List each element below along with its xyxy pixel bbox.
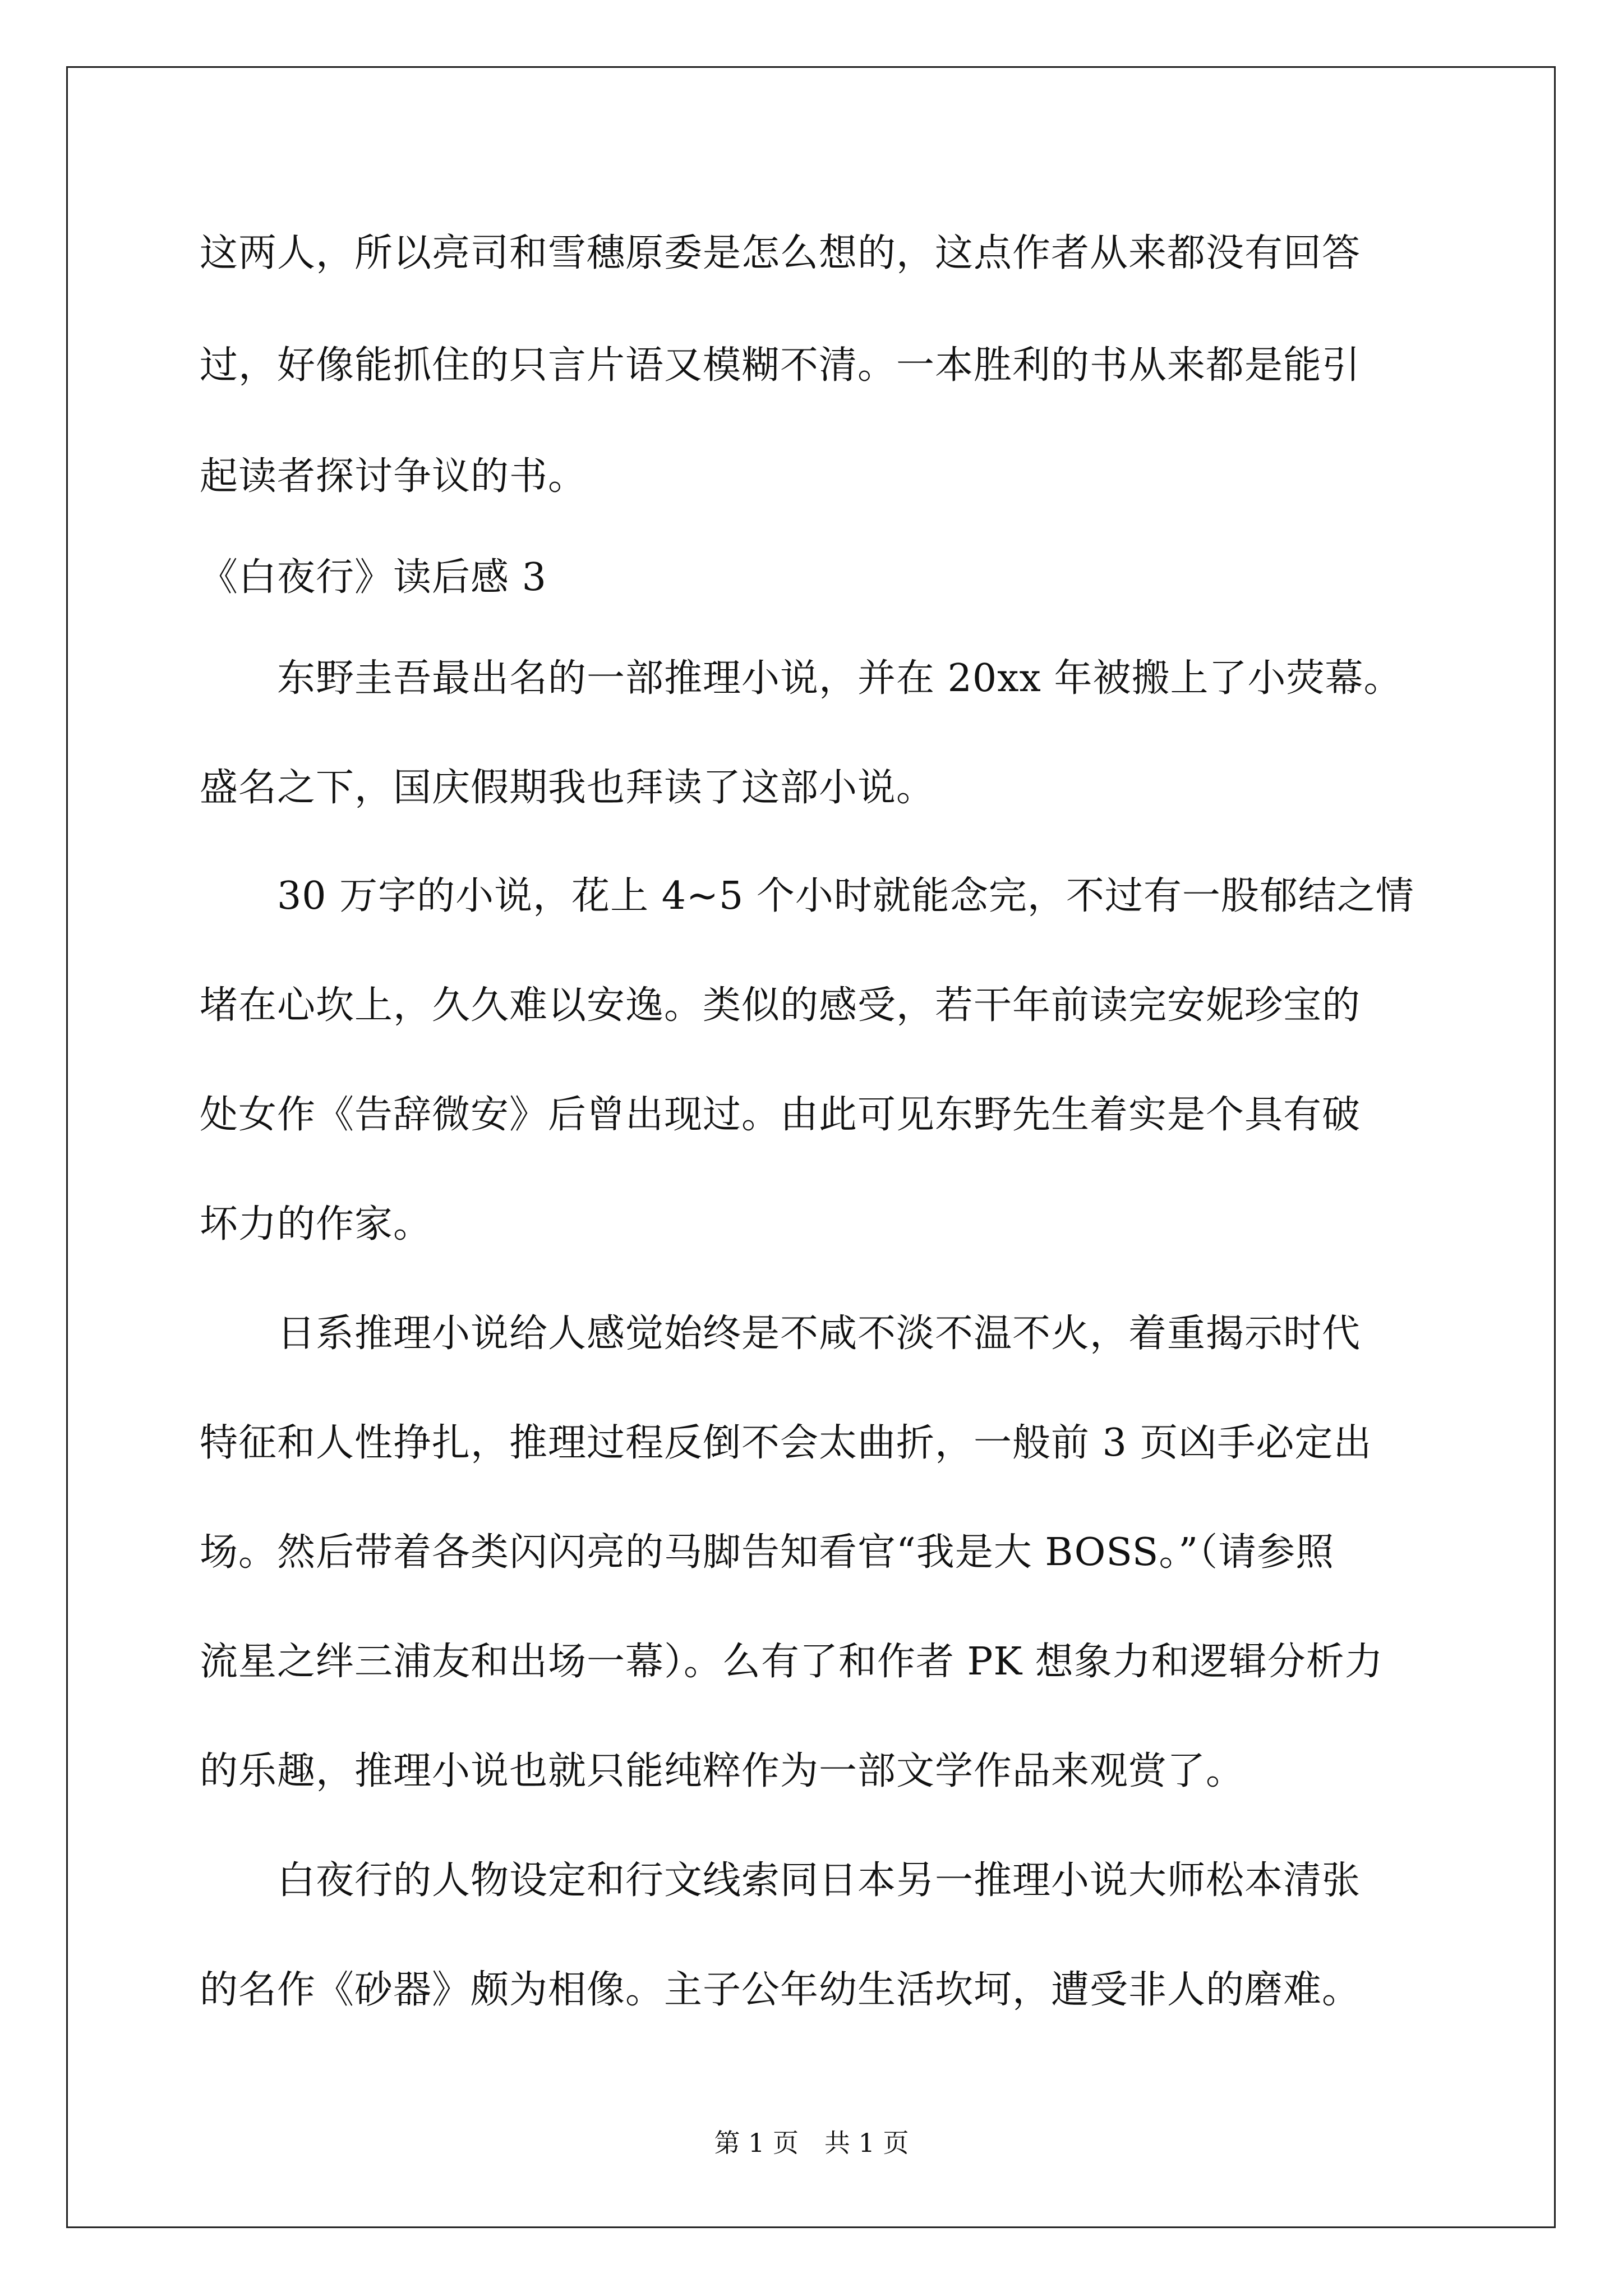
paragraph-line: 过，好像能抓住的只言片语又模糊不清。一本胜利的书从来都是能引 (200, 343, 1361, 388)
page-number: 第 1 页 (714, 2128, 799, 2158)
paragraph-line: 处女作《告辞微安》后曾出现过。由此可见东野先生着实是个具有破 (200, 1093, 1361, 1137)
paragraph-line: 特征和人性挣扎，推理过程反倒不会太曲折，一般前 3 页凶手必定出 (200, 1421, 1372, 1465)
paragraph-line: 流星之绊三浦友和出场一幕）。么有了和作者 PK 想象力和逻辑分析力 (200, 1640, 1384, 1684)
total-pages: 共 1 页 (824, 2128, 909, 2158)
section-heading: 《白夜行》读后感 3 (200, 555, 547, 600)
paragraph-line: 30 万字的小说，花上 4~5 个小时就能念完，不过有一股郁结之情 (200, 874, 1414, 918)
paragraph-line: 场。然后带着各类闪闪亮的马脚告知看官“我是大 BOSS。”（请参照 (200, 1530, 1335, 1575)
page-border (66, 66, 1556, 2228)
paragraph-line: 东野圭吾最出名的一部推理小说，并在 20xx 年被搬上了小荧幕。 (200, 656, 1403, 701)
paragraph-line: 这两人，所以亮司和雪穗原委是怎么想的，这点作者从来都没有回答 (200, 231, 1361, 275)
paragraph-line: 日系推理小说给人感觉始终是不咸不淡不温不火，着重揭示时代 (200, 1312, 1361, 1356)
paragraph-line: 的乐趣，推理小说也就只能纯粹作为一部文学作品来观赏了。 (200, 1749, 1245, 1793)
paragraph-line: 盛名之下，国庆假期我也拜读了这部小说。 (200, 766, 935, 810)
paragraph-line: 白夜行的人物设定和行文线索同日本另一推理小说大师松本清张 (200, 1858, 1361, 1903)
paragraph-line: 坏力的作家。 (200, 1202, 432, 1246)
paragraph-line: 起读者探讨争议的书。 (200, 454, 587, 499)
page-footer (0, 2127, 1623, 2159)
paragraph-line: 堵在心坎上，久久难以安逸。类似的感受，若干年前读完安妮珍宝的 (200, 983, 1361, 1028)
paragraph-line: 的名作《砂器》颇为相像。主子公年幼生活坎坷，遭受非人的磨难。 (200, 1968, 1361, 2012)
